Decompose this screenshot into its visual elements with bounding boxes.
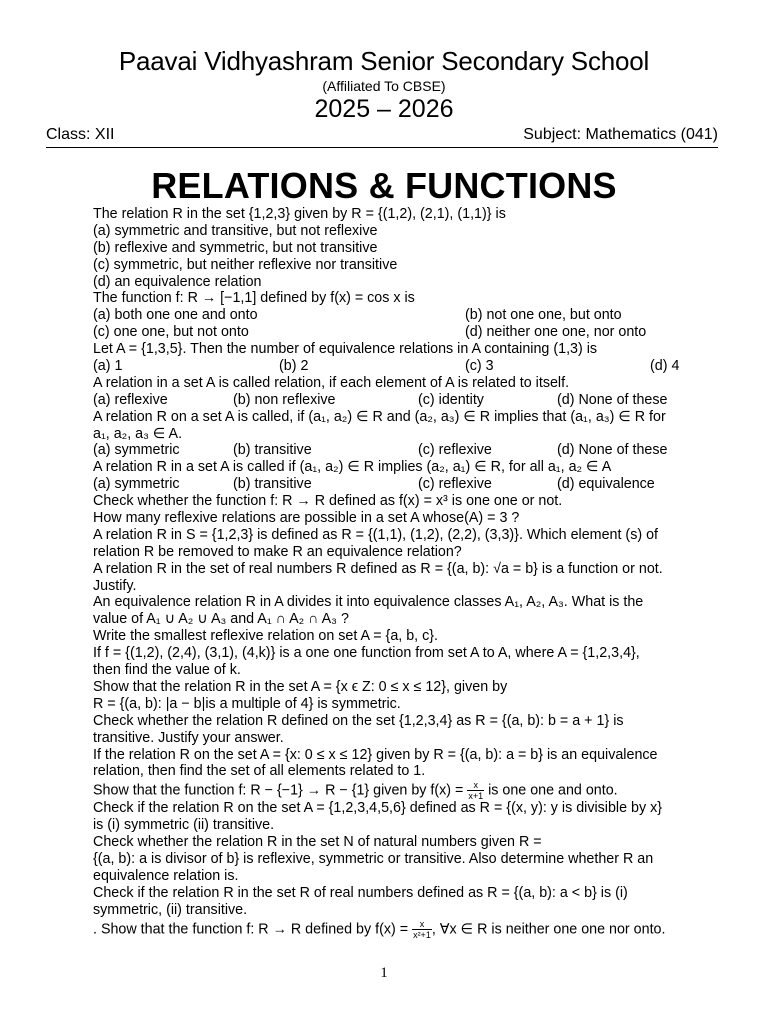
option: (d) None of these [557,391,668,408]
option-line: (a) symmetric and transitive, but not reflexive [93,222,378,239]
option: (b) not one one, but onto [465,307,622,324]
option: (d) neither one one, nor onto [465,324,647,341]
question-line: then find the value of k. [93,662,241,679]
question-line: relation R be removed to make R an equivalence relation? [93,543,462,560]
option-line: (d) an equivalence relation [93,273,262,290]
question-line: Check whether the relation R in the set N of natural numbers given R = [93,834,542,851]
question-line: R = {(a, b): |a − b|is a multiple of 4} is symmetric. [93,695,401,712]
option-line: (c) symmetric, but neither reflexive nor transitive [93,256,398,273]
question-text: , ∀x ∈ R is neither one one nor onto. [431,920,666,937]
option: (b) transitive [233,442,312,459]
class-subject-bar [46,125,718,148]
fraction-denominator: x²+1 [413,929,431,940]
option: (a) both one one and onto [93,307,258,324]
question-line: An equivalence relation R in A divides it into equivalence classes A₁, A₂, A₃. What is the [93,594,644,611]
question-line: If f = {(1,2), (2,4), (3,1), (4,k)} is a one one function from set A to A, where A = {1,2,3,4}, [93,645,640,662]
option: (c) 3 [465,358,494,375]
option: (d) None of these [557,442,668,459]
question-line: Check if the relation R in the set R of real numbers defined as R = {(a, b): a < b} is (i) [93,884,628,901]
option: (b) 2 [279,358,309,375]
option: (d) equivalence [557,476,655,493]
school-name: Paavai Vidhyashram Senior Secondary School [118,46,650,76]
question-line: Justify. [93,577,137,594]
question-line: equivalence relation is. [93,867,239,884]
question-line: A relation R in S = {1,2,3} is defined as R = {(1,1), (1,2), (2,2), (3,3)}. Which element (s) of [93,526,658,543]
page-number: 1 [380,965,388,981]
option-row [93,307,723,324]
question-line: Check whether the relation R defined on the set {1,2,3,4} as R = {(a, b): b = a + 1} is [93,712,624,729]
option: (d) 4 [650,358,680,375]
option: (c) identity [418,391,484,408]
question-text: . Show that the function f: R → R defined by f(x) = [93,920,413,937]
affiliation: (Affiliated To CBSE) [322,78,446,94]
question-list [93,206,723,939]
question-line: Show that the relation R in the set A = {x ϵ Z: 0 ≤ x ≤ 12}, given by [93,678,508,695]
fraction-numerator: x [412,919,432,930]
question-line: The relation R in the set {1,2,3} given by R = {(1,2), (2,1), (1,1)} is [93,206,506,222]
option-row [93,358,723,375]
question-line: {(a, b): a is divisor of b} is reflexive, symmetric or transitive. Also determine whether R an [93,850,654,867]
option: (a) 1 [93,358,123,375]
question-line: A relation in a set A is called relation, if each element of A is related to itself. [93,374,570,391]
question-line: value of A₁ ∪ A₂ ∪ A₃ and A₁ ∩ A₂ ∩ A₃ ? [93,611,349,628]
fraction [412,919,432,940]
question-line: a₁, a₂, a₃ ∈ A. [93,425,183,442]
question-text: is one one and onto. [484,782,618,799]
question-line: Let A = {1,3,5}. Then the number of equivalence relations in A containing (1,3) is [93,341,598,358]
question-line: A relation R in a set A is called if (a₁, a₂) ∈ R implies (a₂, a₁) ∈ R, for all a₁, a₂ ∈ A [93,459,612,476]
question-line: A relation R in the set of real numbers R defined as R = {(a, b): √a = b} is a function or not. [93,560,663,577]
fraction-denominator: x+1 [468,791,484,802]
question-line: is (i) symmetric (ii) transitive. [93,817,275,834]
option: (c) one one, but not onto [93,324,249,341]
option-row [93,476,723,493]
option: (c) reflexive [418,476,492,493]
question-line: Check if the relation R on the set A = {1,2,3,4,5,6} defined as R = {(x, y): y is divisible by x} [93,800,663,817]
option-row [93,324,723,341]
page-title: RELATIONS & FUNCTIONS [151,165,617,206]
question-text: Show that the function f: R − {−1} → R − {1} given by f(x) = [93,782,468,799]
question-line [93,919,723,939]
option-row [93,442,723,459]
question-line: A relation R on a set A is called, if (a₁, a₂) ∈ R and (a₂, a₃) ∈ R implies that (a₁, a₃) ∈ R for [93,408,666,425]
option: (b) transitive [233,476,312,493]
fraction [467,780,484,801]
question-line: The function f: R → [−1,1] defined by f(x) = cos x is [93,290,415,307]
question-line: Write the smallest reflexive relation on set A = {a, b, c}. [93,628,439,645]
question-line: How many reflexive relations are possible in a set A whose(A) = 3 ? [93,510,520,527]
fraction-numerator: x [467,780,484,791]
option: (a) reflexive [93,391,168,408]
option: (a) symmetric [93,476,180,493]
option: (a) symmetric [93,442,180,459]
option: (b) non reflexive [233,391,336,408]
class-label: Class: XII [46,126,115,143]
academic-year: 2025 – 2026 [314,95,454,123]
subject-label: Subject: Mathematics (041) [523,126,718,143]
option-row [93,392,723,409]
question-line: relation, then find the set of all elements related to 1. [93,763,426,780]
option: (c) reflexive [418,442,492,459]
question-line: If the relation R on the set A = {x: 0 ≤ x ≤ 12} given by R = {(a, b): a = b} is an equivalence [93,746,658,763]
question-line: Check whether the function f: R → R defined as f(x) = x³ is one one or not. [93,493,563,510]
question-line [93,780,723,800]
option-line: (b) reflexive and symmetric, but not transitive [93,239,378,256]
question-line: transitive. Justify your answer. [93,729,284,746]
question-line: symmetric, (ii) transitive. [93,901,248,918]
